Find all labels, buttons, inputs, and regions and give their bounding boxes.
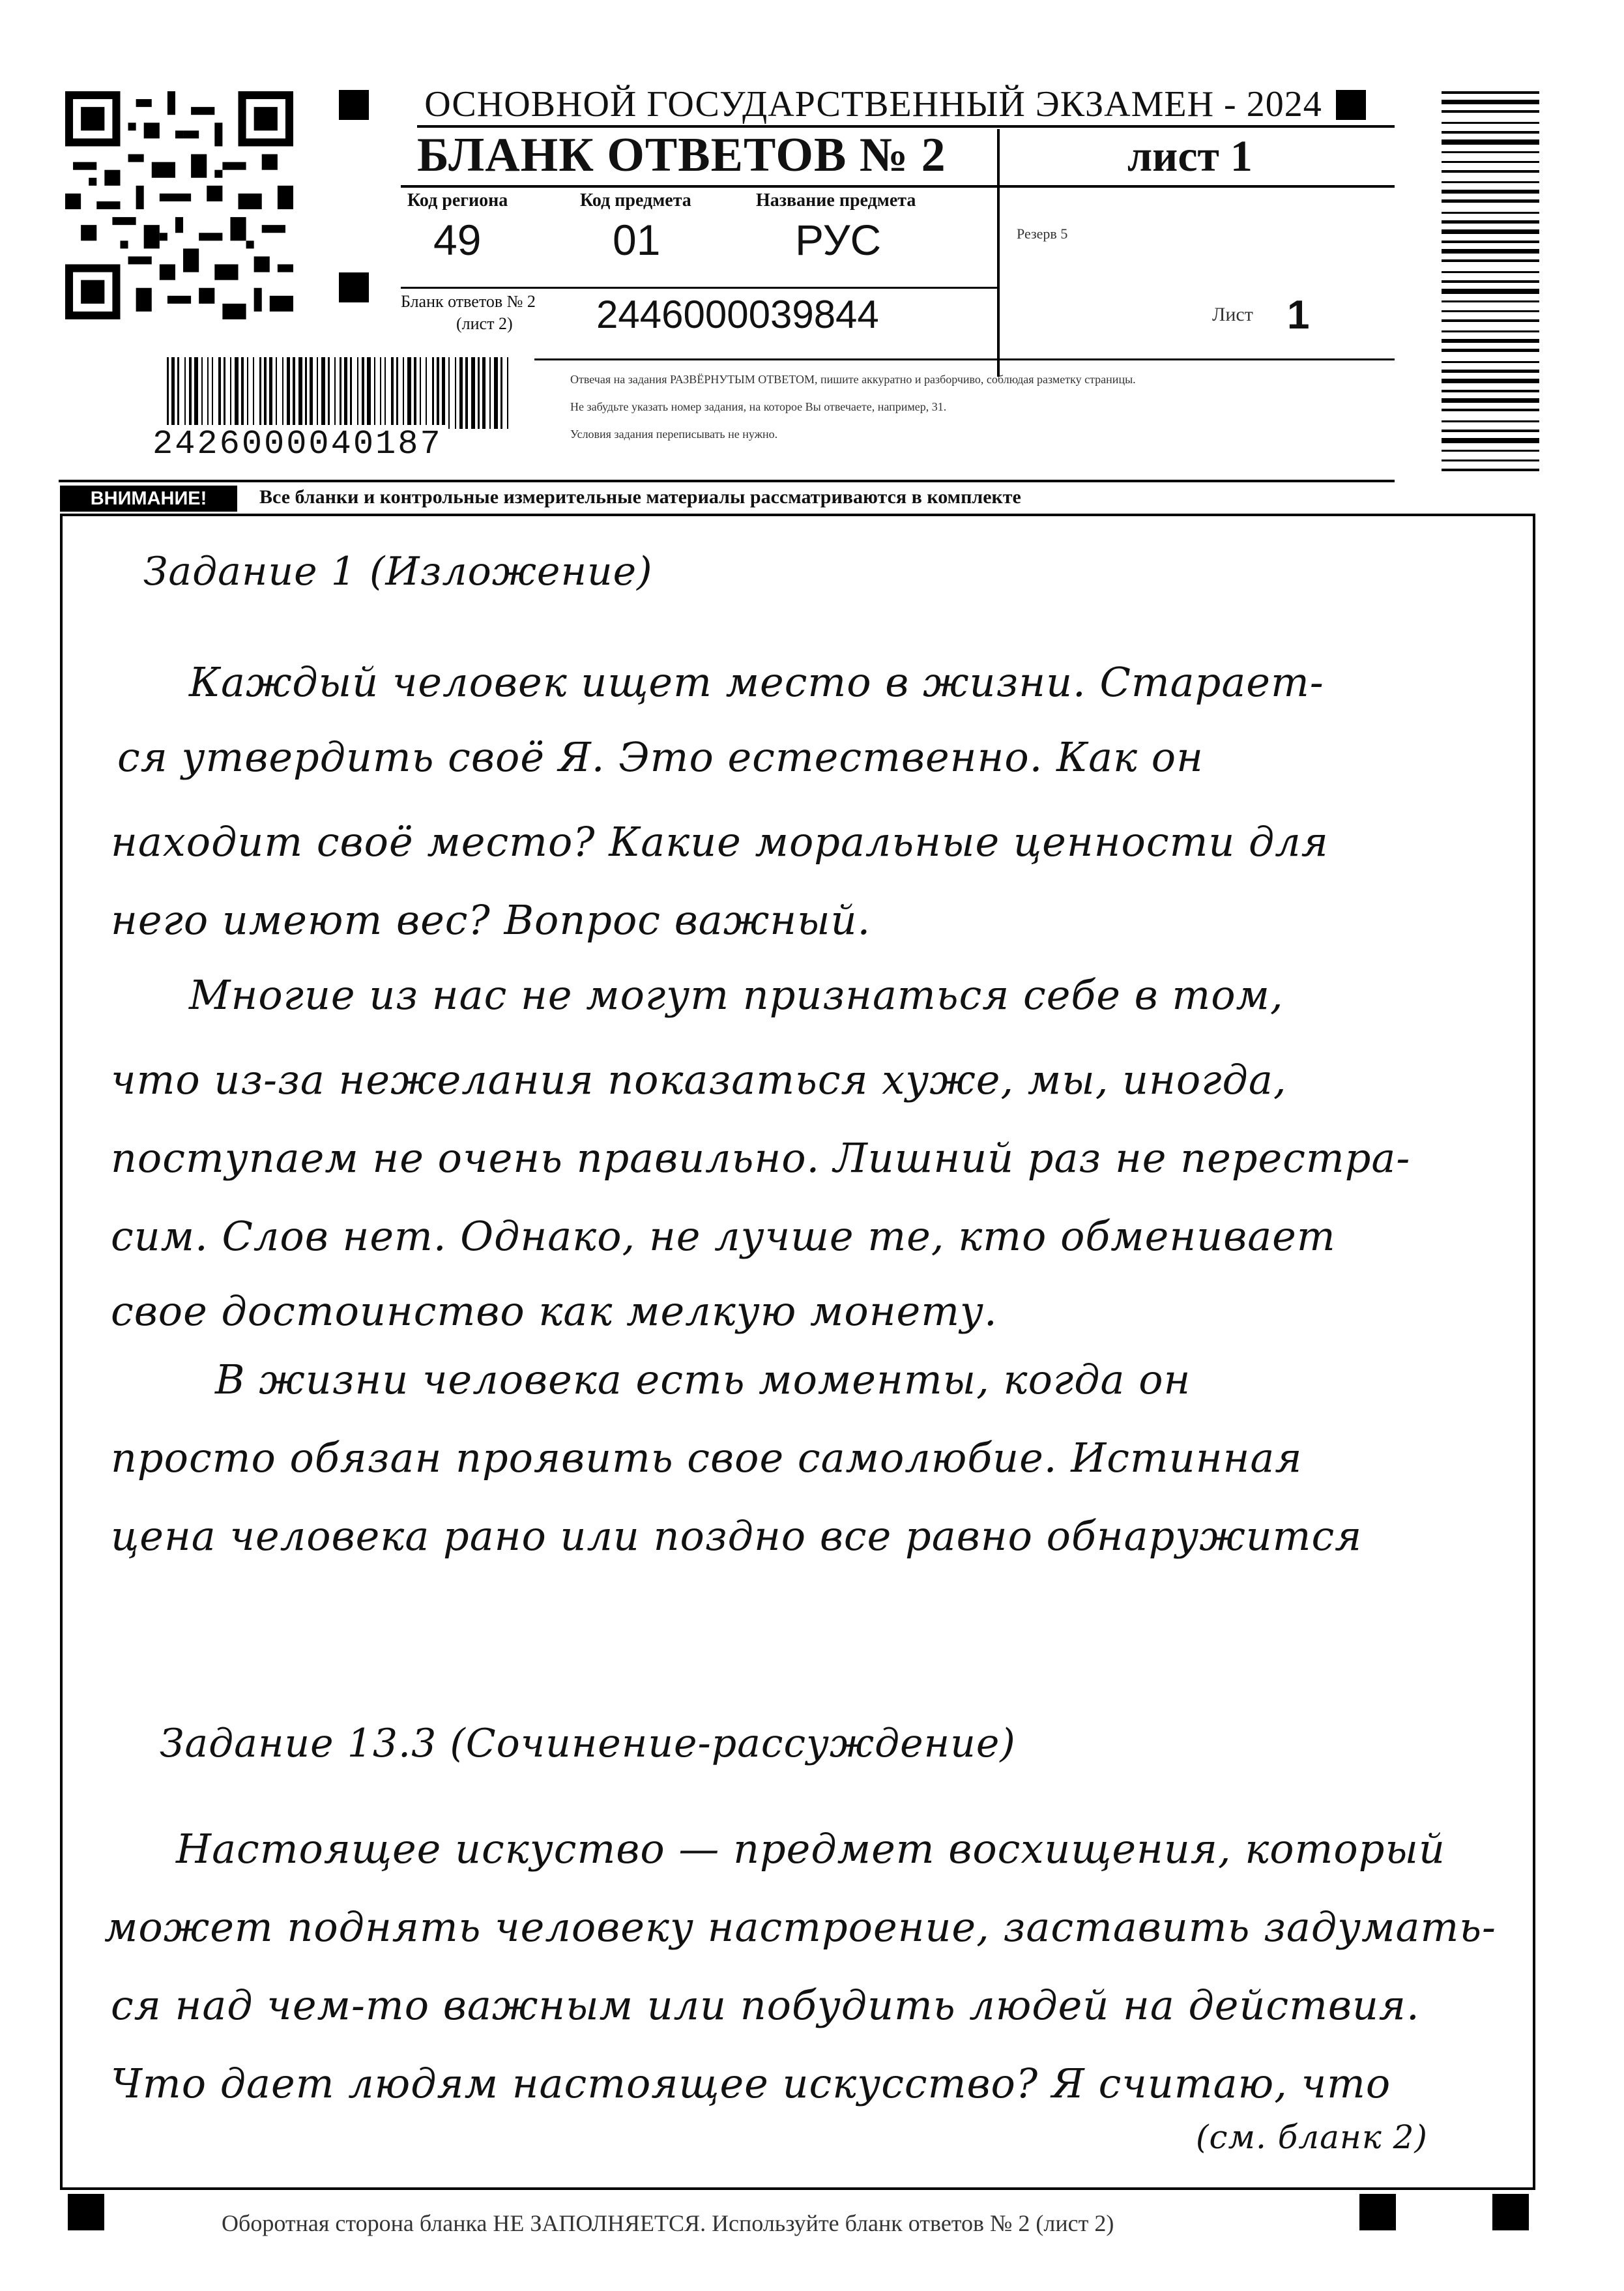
barcode-bar (471, 357, 475, 429)
barcode-bar (448, 357, 450, 429)
barcode-bar (1442, 370, 1539, 373)
barcode-bar (459, 357, 463, 429)
answer-line: может поднять человеку настроение, заставить задумать- (104, 1903, 1496, 1951)
blank-number: 2446000039844 (596, 293, 879, 336)
barcode-bar (1442, 390, 1539, 392)
barcode-bar (317, 357, 318, 429)
barcode-bar (1442, 361, 1539, 363)
barcode-bar (189, 357, 192, 429)
answer-line: свое достоинство как мелкую монету. (111, 1287, 998, 1335)
barcode-bar (212, 357, 213, 429)
barcode-bar (1442, 151, 1539, 153)
barcode-bar (350, 357, 352, 429)
answer-line: ся утвердить своё Я. Это естественно. Как он (117, 733, 1204, 781)
task-heading: Задание 1 (Изложение) (143, 549, 653, 594)
barcode-bar (1442, 212, 1539, 214)
barcode-bar (1442, 310, 1539, 312)
barcode-bar (1442, 409, 1539, 411)
barcode-bar (374, 357, 375, 429)
task-heading: Задание 13.3 (Сочинение-рассуждение) (160, 1721, 1016, 1766)
barcode-bar (403, 357, 404, 429)
barcode-bar (184, 357, 186, 429)
barcode-bar (426, 357, 427, 429)
answer-line: Многие из нас не могут признаться себе в том, (189, 971, 1284, 1019)
barcode-bar (1442, 289, 1539, 294)
barcode-bar (241, 357, 244, 429)
barcode-bar (494, 357, 498, 429)
barcode-bar (1442, 170, 1539, 173)
barcode-bar (1442, 319, 1539, 322)
barcode-bar (1442, 438, 1539, 443)
barcode-bar (1442, 300, 1539, 302)
barcode-bar (334, 357, 336, 429)
barcode-bar (1442, 398, 1539, 403)
answer-line: находит своё место? Какие моральные ценности для (111, 818, 1329, 866)
barcode-bar (1442, 259, 1539, 262)
barcode-bar (171, 357, 175, 429)
blank-caption-sheet: (лист 2) (456, 314, 513, 333)
instruction-line: Отвечая на задания РАЗВЁРНУТЫМ ОТВЕТОМ, пишите аккуратно и разборчиво, соблюдая разметку страницы. (570, 373, 1136, 386)
attention-text: Все бланки и контрольные измерительные материалы рассматриваются в комплекте (259, 486, 1021, 508)
blank-caption: Бланк ответов № 2 (401, 292, 536, 311)
barcode-bar (455, 357, 456, 429)
barcode-bar (1442, 420, 1539, 422)
barcode-bar (1442, 100, 1539, 104)
barcode-bar (264, 357, 267, 429)
list-number: 1 (1287, 293, 1310, 338)
barcode-bar (298, 357, 302, 429)
divider-line (534, 358, 1395, 360)
barcode-right (1442, 91, 1539, 482)
barcode-bar (414, 357, 416, 429)
barcode-bar (207, 357, 209, 429)
sheet-label: лист 1 (1127, 131, 1253, 181)
barcode-bar (344, 357, 347, 429)
divider-line (401, 287, 997, 289)
answer-line: него имеют вес? Вопрос важный. (111, 896, 871, 944)
barcode-bar (321, 357, 325, 429)
barcode-bar (1442, 339, 1539, 343)
barcode-bar (218, 357, 221, 429)
barcode-number: 2426000040187 (150, 425, 445, 463)
barcode-bar (293, 357, 295, 429)
barcode-bar (1442, 280, 1539, 283)
barcode-bar (235, 357, 239, 429)
form-title: БЛАНК ОТВЕТОВ № 2 (417, 128, 946, 182)
reserve-label: Резерв 5 (1017, 226, 1068, 242)
barcode-bar (437, 357, 439, 429)
barcode-bar (1442, 460, 1539, 461)
barcode-bar (384, 357, 386, 429)
barcode-bar (432, 357, 434, 429)
divider-line (401, 185, 1395, 188)
barcode-bar (367, 357, 371, 429)
subject-name-value: РУС (795, 216, 882, 264)
answer-line: ся над чем-то важным или побудить людей на действия. (111, 1981, 1420, 2029)
subject-name-caption: Название предмета (756, 190, 916, 211)
answer-line: В жизни человека есть моменты, когда он (215, 1356, 1191, 1403)
marker-square-bottom-right-1 (1359, 2194, 1396, 2230)
answer-line: поступаем не очень правильно. Лишний раз не перестра- (111, 1134, 1411, 1182)
barcode-bar (362, 357, 364, 429)
answer-line: Что дает людям настоящее искусство? Я считаю, что (111, 2060, 1391, 2107)
barcode-bar (282, 357, 283, 429)
barcode-bar (269, 357, 272, 429)
instruction-line: Условия задания переписывать не нужно. (570, 428, 778, 441)
barcode-bar (442, 357, 445, 429)
barcode-bar (167, 357, 169, 429)
region-caption: Код региона (407, 190, 508, 211)
region-value: 49 (433, 216, 482, 264)
answer-line: сим. Слов нет. Однако, не лучше те, кто обменивает (111, 1212, 1336, 1260)
barcode-bar (396, 357, 398, 429)
answer-line: цена человека рано или поздно все равно обнаружится (111, 1512, 1363, 1560)
barcode-bar (1442, 199, 1539, 203)
barcode-bar (177, 357, 179, 429)
barcode-bar (1442, 249, 1539, 254)
barcode-bar (391, 357, 394, 429)
barcode-bar (1442, 450, 1539, 452)
barcode-bar (253, 357, 254, 429)
barcode-bar (310, 357, 313, 429)
barcode-bar (407, 357, 411, 429)
barcode-bar (1442, 271, 1539, 273)
instruction-line: Не забудьте указать номер задания, на которое Вы отвечаете, например, 31. (570, 400, 947, 413)
qr-code (65, 91, 293, 319)
barcode-bar (478, 357, 480, 429)
exam-title: ОСНОВНОЙ ГОСУДАРСТВЕННЫЙ ЭКЗАМЕН - 2024 (424, 84, 1322, 124)
header-vertical-divider (997, 129, 1000, 377)
footer-note: Оборотная сторона бланка НЕ ЗАПОЛНЯЕТСЯ. Используйте бланк ответов № 2 (лист 2) (222, 2210, 1114, 2236)
subject-code-value: 01 (613, 216, 661, 264)
barcode-bar (1442, 379, 1539, 383)
barcode-bar (1442, 469, 1539, 471)
marker-square-bottom-left (68, 2194, 104, 2230)
barcode-bar (1442, 229, 1539, 234)
barcode-bar (1442, 110, 1539, 113)
barcode-bar (500, 357, 502, 429)
barcode-bar (1442, 241, 1539, 243)
barcode-bar (1442, 220, 1539, 224)
marker-square-bottom-right-2 (1492, 2194, 1529, 2230)
answer-line: просто обязан проявить свое самолюбие. Истинная (111, 1434, 1303, 1481)
barcode-bar (1442, 349, 1539, 352)
barcode-bar (287, 357, 290, 429)
divider-line (59, 480, 1395, 482)
barcode-bar (1442, 131, 1539, 134)
barcode-bar (230, 357, 231, 429)
marker-square-mid-left (339, 272, 369, 302)
barcode-bar (1442, 181, 1539, 183)
attention-badge: ВНИМАНИЕ! (60, 486, 237, 512)
subject-code-caption: Код предмета (580, 190, 691, 211)
barcode-bar (380, 357, 381, 429)
continuation-note: (см. бланк 2) (1196, 2118, 1428, 2156)
barcode-bar (482, 357, 486, 429)
barcode-bar (465, 357, 468, 429)
barcode-bar (507, 357, 508, 429)
answer-line: Настоящее искуство — предмет восхищения, который (176, 1825, 1445, 1873)
barcode-bar (1442, 190, 1539, 194)
barcode-bar (420, 357, 421, 429)
barcode-bar (224, 357, 225, 429)
list-caption: Лист (1212, 304, 1253, 325)
barcode-bar (201, 357, 203, 429)
marker-square-top-right (1336, 90, 1366, 120)
barcode-bar (194, 357, 198, 429)
barcode-bar (247, 357, 248, 429)
barcode-bar (1442, 122, 1539, 124)
answer-line: что из-за нежелания показаться хуже, мы, иногда, (111, 1056, 1287, 1103)
barcode-bar (1442, 91, 1539, 94)
barcode-bar (1442, 139, 1539, 145)
answer-line: Каждый человек ищет место в жизни. Старает- (189, 658, 1324, 706)
barcode-bar (1442, 161, 1539, 163)
barcode-bar (259, 357, 261, 429)
barcode-bar (489, 357, 491, 429)
barcode-bar (1442, 330, 1539, 332)
barcode-bar (305, 357, 307, 429)
marker-square-top-left (339, 90, 369, 120)
barcode-bar (276, 357, 277, 429)
barcode-bar (357, 357, 358, 429)
barcode-bar (1442, 430, 1539, 432)
barcode-bar (340, 357, 341, 429)
barcode-bar (328, 357, 330, 429)
